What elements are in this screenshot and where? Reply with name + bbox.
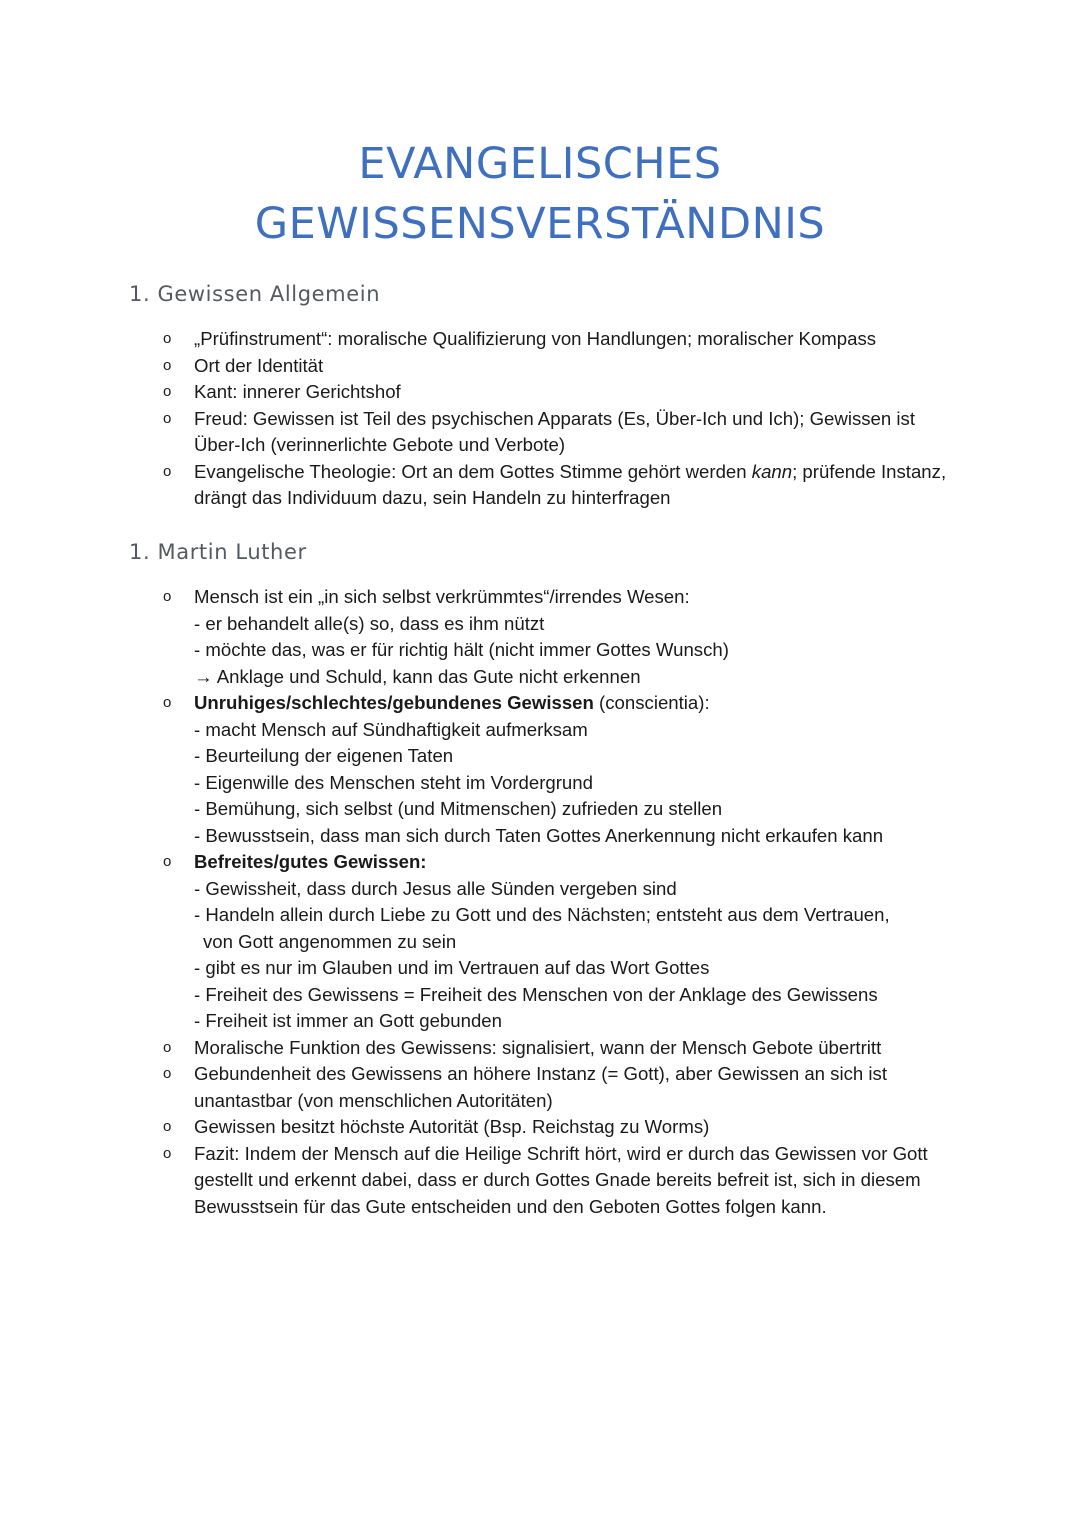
bullet-icon: o xyxy=(163,409,172,427)
bullet-icon: o xyxy=(163,588,172,605)
list-item: o Unruhiges/schlechtes/gebundenes Gewissen (conscientia): - macht Mensch auf Sündhaftigkeit aufmerksam - Beurteilung der eigenen Taten - Eigenwille des Menschen steht im Vordergrund - Bemühung, sich selbst (und Mitmenschen) zufrieden zu stellen - Bewusstsein, dass man sich durch Taten Gottes Anerkennung nicht erkaufen kann xyxy=(163,692,884,846)
bullet-icon: o xyxy=(163,356,172,374)
bullet-icon: o xyxy=(163,462,172,480)
bullet-icon: o xyxy=(163,853,172,870)
list-item: o Mensch ist ein „in sich selbst verkrümmtes“/irrendes Wesen: - er behandelt alle(s) so, dass es ihm nützt - möchte das, was er für richtig hält (nicht immer Gottes Wunsch) → Anklage und Schuld, kann das Gute nicht erkennen xyxy=(163,586,729,687)
bullet-icon: o xyxy=(163,1065,172,1082)
list-item: o Befreites/gutes Gewissen: - Gewissheit, dass durch Jesus alle Sünden vergeben sind - Handeln allein durch Liebe zu Gott und des Nächsten; entsteht aus dem Vertrauen, von Gott angenommen zu sein - gibt es nur im Glauben und im Vertrauen auf das Wort Gottes - Freiheit des Gewissens = Freiheit des Menschen von der Anklage des Gewissens - Freiheit ist immer an Gott gebunden xyxy=(163,851,890,1031)
section-list-martin-luther xyxy=(158,584,958,1220)
emphasis-text: kann xyxy=(751,460,793,482)
list-item: o Gewissen besitzt höchste Autorität (Bsp. Reichstag zu Worms) xyxy=(158,1114,958,1141)
list-item: o Fazit: Indem der Mensch auf die Heilige Schrift hört, wird er durch das Gewissen vor Gott gestellt und erkennt dabei, dass er durch Gottes Gnade bereits befreit ist, sich in diesem Bewusstsein für das Gute entscheiden und den Geboten Gottes folgen kann. xyxy=(163,1142,928,1217)
list-item: o Kant: innerer Gerichtshof xyxy=(158,379,958,406)
section-list-gewissen-allgemein xyxy=(158,326,958,512)
list-item: o Evangelische Theologie: Ort an dem Gottes Stimme gehört werden kann; prüfende Instanz, drängt das Individuum dazu, sein Handeln zu hinterfragen xyxy=(163,460,947,508)
bullet-icon: o xyxy=(163,694,172,711)
document-title xyxy=(0,134,1080,254)
bullet-icon: o xyxy=(163,383,172,400)
list-item: o Gebundenheit des Gewissens an höhere Instanz (= Gott), aber Gewissen an sich ist unantastbar (von menschlichen Autoritäten) xyxy=(163,1063,887,1111)
bullet-icon: o xyxy=(163,1144,172,1162)
bold-term: Befreites/gutes Gewissen: xyxy=(194,851,427,872)
list-item: o Freud: Gewissen ist Teil des psychischen Apparats (Es, Über-Ich und Ich); Gewissen ist Über-Ich (verinnerlichte Gebote und Verbote) xyxy=(163,407,915,455)
title-line-1: EVANGELISCHES xyxy=(358,139,722,189)
bullet-icon: o xyxy=(163,330,172,347)
bullet-icon: o xyxy=(163,1118,172,1135)
bold-term: Unruhiges/schlechtes/gebundenes Gewissen xyxy=(194,692,594,713)
section-heading-gewissen-allgemein: 1. Gewissen Allgemein xyxy=(129,282,381,306)
list-item: o „Prüfinstrument“: moralische Qualifizierung von Handlungen; moralischer Kompass xyxy=(158,326,958,353)
list-item: o Ort der Identität xyxy=(158,353,958,380)
bullet-icon: o xyxy=(163,1038,172,1056)
section-heading-martin-luther: 1. Martin Luther xyxy=(129,540,307,564)
list-item: o Moralische Funktion des Gewissens: signalisiert, wann der Mensch Gebote übertritt xyxy=(158,1035,958,1062)
title-line-2: GEWISSENSVERSTÄNDNIS xyxy=(254,199,826,249)
